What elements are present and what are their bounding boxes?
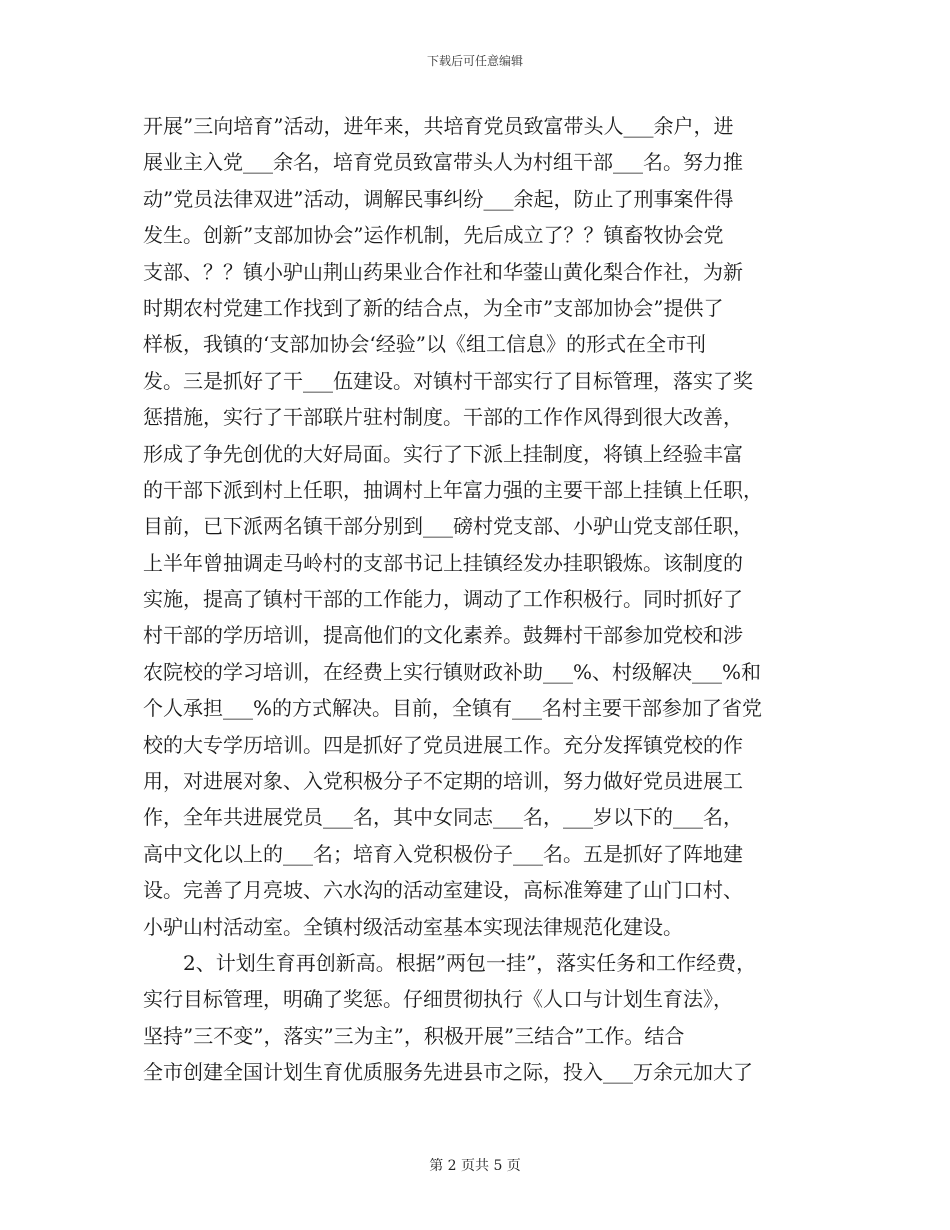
text-line: 惩措施，实行了干部联片驻村制度。干部的工作作风得到很大改善， [143, 405, 743, 430]
text-line: 村干部的学历培训，提高他们的文化素养。鼓舞村干部参加党校和涉 [143, 623, 743, 648]
text-line: 全市创建全国计划生育优质服务先进县市之际，投入___万余元加大了 [143, 1060, 753, 1085]
text-line: 支部、？？镇小驴山荆山药果业合作社和华蓥山黄化梨合作社，为新 [143, 259, 743, 284]
text-line: 小驴山村活动室。全镇村级活动室基本实现法律规范化建设。 [143, 914, 683, 939]
text-line: 实施，提高了镇村干部的工作能力，调动了工作积极行。同时抓好了 [143, 587, 743, 612]
text-line: 校的大专学历培训。四是抓好了党员进展工作。充分发挥镇党校的作 [143, 732, 743, 757]
text-line: 动”党员法律双进”活动，调解民事纠纷___余起，防止了刑事案件得 [143, 186, 734, 211]
text-line: 高中文化以上的___名；培育入党积极份子___名。五是抓好了阵地建 [143, 841, 743, 866]
text-line: 样板，我镇的‘支部加协会‘经验”以《组工信息》的形式在全市刊 [143, 332, 706, 357]
page-footer: 第 2 页共 5 页 [429, 1158, 521, 1174]
text-line: 设。完善了月亮坡、六水沟的活动室建设，高标准筹建了山门口村、 [143, 878, 743, 903]
text-line: 发生。创新”支部加协会”运作机制，先后成立了？？镇畜牧协会党 [143, 223, 724, 248]
text-line: 开展”三向培育”活动，进年来，共培育党员致富带头人___余户，进 [143, 114, 734, 138]
text-line: 的干部下派到村上任职，抽调村上年富力强的主要干部上挂镇上任职， [143, 477, 763, 502]
text-line: 形成了争先创优的大好局面。实行了下派上挂制度，将镇上经验丰富 [143, 441, 743, 466]
text-line: 坚持”三不变”，落实”三为主”，积极开展”三结合”工作。结合 [143, 1023, 685, 1048]
document-body [143, 108, 808, 1091]
text-line: 用，对进展对象、入党积极分子不定期的培训，努力做好党员进展工 [143, 769, 743, 794]
text-line: 农院校的学习培训，在经费上实行镇财政补助___%、村级解决___%和 [143, 659, 762, 684]
page-header: 下载后可任意编辑 [426, 54, 523, 68]
text-line: 作，全年共进展党员___名，其中女同志___名，___岁以下的___名， [143, 805, 743, 830]
text-line: 实行目标管理，明确了奖惩。仔细贯彻执行《人口与计划生育法》， [143, 987, 733, 1012]
text-line: 上半年曾抽调走马岭村的支部书记上挂镇经发办挂职锻炼。该制度的 [143, 550, 743, 575]
text-line: 个人承担___%的方式解决。目前，全镇有___名村主要干部参加了省党 [143, 696, 763, 721]
text-line: 目前，已下派两名镇干部分别到___磅村党支部、小驴山党支部任职， [143, 514, 753, 539]
text-line: 时期农村党建工作找到了新的结合点，为全市”支部加协会”提供了 [143, 295, 724, 320]
text-line: 2、计划生育再创新高。根据”两包一挂”，落实任务和工作经费， [143, 950, 757, 975]
text-line: 展业主入党___余名，培育党员致富带头人为村组干部___名。努力推 [143, 150, 743, 175]
text-line: 发。三是抓好了干___伍建设。对镇村干部实行了目标管理，落实了奖 [143, 368, 753, 393]
